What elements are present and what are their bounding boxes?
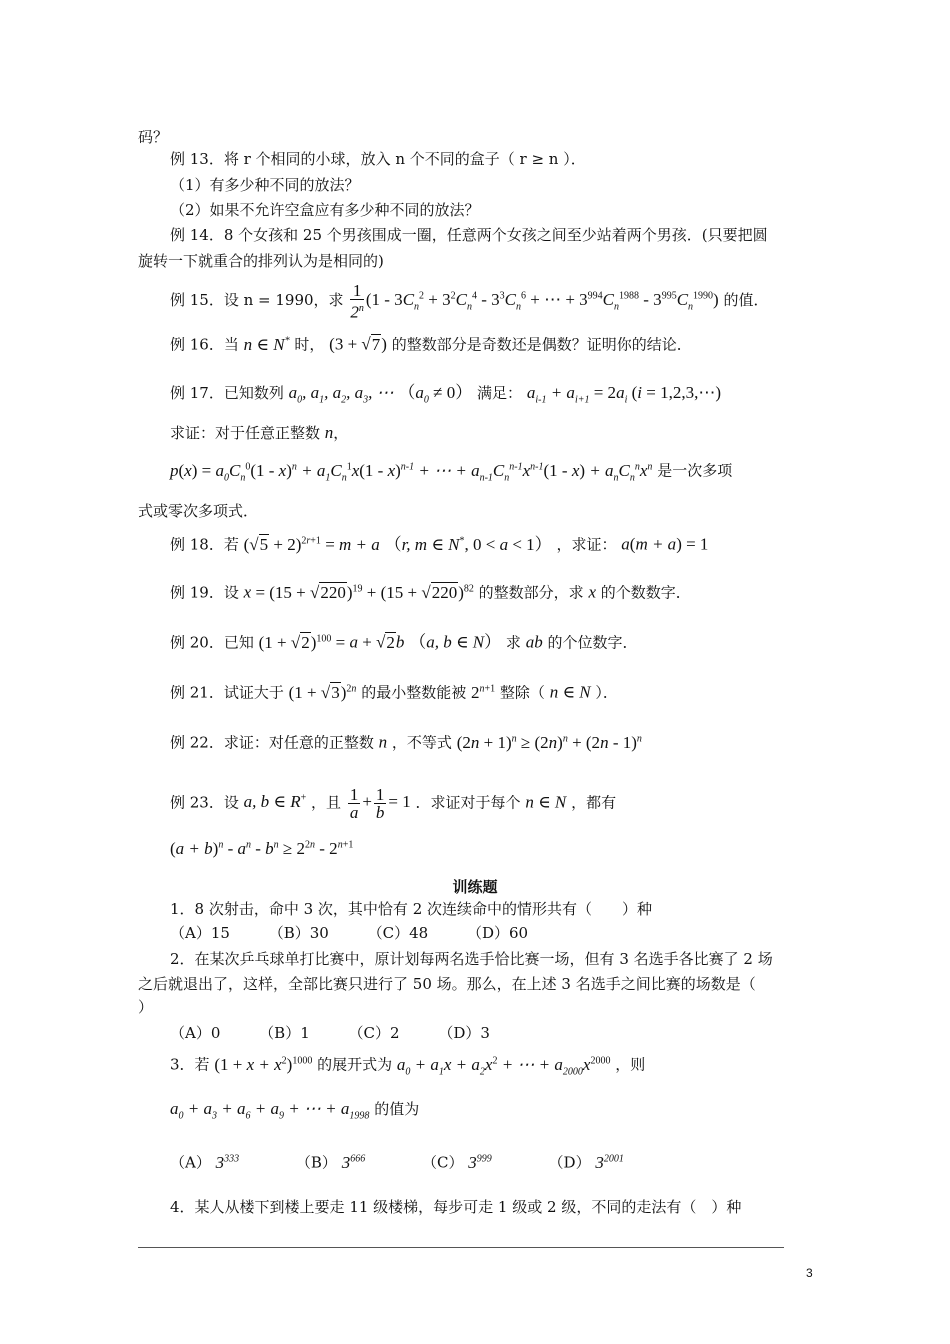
example-22-text-b: ，不等式 (391, 733, 452, 752)
example-19-text: 例 19．设 (170, 583, 239, 602)
example-19-formula: $x = (15 + √220)^{19} + (15 + √220)^{82}$ (243, 582, 474, 602)
example-18-formula: $(√5 + 2)^{2r+1} = m + a$ (243, 534, 380, 554)
example-13: 例 13．将 r 个相同的小球，放入 n 个不同的盒子（ r ≥ n ）． (170, 150, 586, 168)
option-a: （A）0 (170, 1024, 221, 1042)
example-17-n: n (324, 423, 334, 442)
example-17-sequence: $a_0$, $a_1$, $a_2$, $a_3$, ⋯ (288, 383, 394, 406)
example-13-part-2: （2）如果不允许空盒应有多少种不同的放法？ (170, 201, 480, 219)
example-20-formula: $(1 + √2)^{100} = a + √2b$ (258, 632, 405, 652)
example-18 (170, 530, 708, 556)
example-20-text: 例 20．已知 (170, 633, 254, 652)
exercise-3-options (170, 1148, 658, 1174)
example-23 (170, 786, 616, 821)
example-22 (170, 728, 642, 754)
option-c: （C）2 (348, 1024, 400, 1042)
example-23-inequality (170, 834, 353, 860)
option-c: （C）48 (367, 924, 429, 942)
example-18-claim: a(m + a) = 1 (621, 534, 709, 554)
exercise-1: 1．8 次射击，命中 3 次，其中恰有 2 次连续命中的情形共有（ ）种 (170, 900, 653, 918)
exercise-1-options (170, 922, 562, 944)
example-17-text-b: 满足： (477, 384, 523, 402)
example-15-formula: $\frac{1}{2^n}$ ($1 - 3C_n^2 + 3^2C_n^4 - 3^3C_n^6$ + ⋯ + $3^{994}C_n^{1988} - 3^{995}C_n^{1990}$) (350, 281, 719, 322)
example-21-text-b: 的最小整数能被 (361, 683, 467, 702)
exercise-3 (170, 1050, 645, 1083)
example-16-formula-b: (3 + √7) (329, 334, 387, 354)
example-20 (170, 628, 638, 654)
example-22-inequality: $(2n + 1)^n \ge (2n)^n + (2n - 1)^n$ (456, 732, 642, 752)
exercise-2-line-3: ） (138, 998, 154, 1016)
exercise-2-line-2: 之后就退出了，这样，全部比赛只进行了 50 场。那么，在上述 3 名选手之间比赛的场数是（ (138, 975, 756, 993)
example-17-end: 式或零次多项式． (138, 502, 259, 520)
example-17-polynomial-formula: $p(x) = a_0C_n^0(1 - x)^n + a_1C_n^1x(1 - x)^{n-1}$ + ⋯ + $a_{n-1}C_n^{n-1}x^{n-1}(1 - x) + a_nC_n^nx^n$ (170, 460, 653, 484)
exercise-3-formula: $(1 + x + x^2)^{1000}$ (214, 1054, 313, 1074)
example-19-text-c: 的个数数字． (600, 583, 691, 602)
example-21-text-d: ）． (595, 683, 618, 702)
option-d: （D）3 (438, 1024, 490, 1042)
exercise-3-text-c: ，则 (615, 1055, 646, 1074)
option-d: （D） $3^{2001}$ (548, 1152, 624, 1172)
example-18-text-b: ，求证： (556, 535, 617, 554)
option-d: （D）60 (466, 924, 529, 942)
option-b: （B） $3^{666}$ (295, 1152, 366, 1172)
example-18-condition: （r, m ∈ N*, 0 < a < 1） (384, 534, 552, 554)
example-16 (170, 330, 692, 356)
example-13-part-1: （1）有多少种不同的放法？ (170, 176, 360, 194)
example-17-prove: 求证：对于任意正整数 n， (170, 423, 349, 442)
example-21-text: 例 21．试证大于 (170, 683, 284, 702)
example-19 (170, 578, 691, 604)
option-a: （A） $3^{333}$ (170, 1152, 240, 1172)
example-23-text-c: ．求证对于每个 (415, 793, 521, 812)
example-23-inequality-formula: $(a + b)^n - a^n - b^n \ge 2^{2n} - 2^{n+1}$ (170, 838, 354, 858)
example-23-text-d: ，都有 (571, 793, 617, 812)
example-20-text-c: 的个位数字． (547, 633, 638, 652)
example-16-text-b: 时， (294, 335, 325, 354)
exercise-3-text-b: 的展开式为 (317, 1055, 393, 1074)
example-17-prove-text: 求证：对于任意正整数 (170, 424, 321, 442)
example-14-line-1: 例 14．8 个女孩和 25 个男孩围成一圈，任意两个女孩之间至少站着两个男孩．(只要把圆 (170, 226, 768, 244)
example-19-x: x (588, 582, 596, 602)
example-17-polynomial (170, 456, 732, 489)
example-16-formula-a: n ∈ N* (243, 334, 290, 354)
exercise-3-expansion: $a_0 + a_1x + a_2x^2$ + ⋯ + $a_{2000}x^{2000}$ (396, 1054, 611, 1078)
text-line: 码？ (138, 128, 169, 146)
example-23-n: n ∈ N (525, 792, 567, 812)
footer-divider (138, 1247, 784, 1248)
example-20-ab: ab (525, 632, 543, 652)
example-15-text: 例 15．设 n = 1990，求 (170, 291, 344, 310)
example-21-formula: $(1 + √3)^{2n}$ (288, 682, 357, 702)
example-16-text-c: 的整数部分是奇数还是偶数？证明你的结论． (391, 335, 692, 354)
example-23-text: 例 23．设 (170, 793, 239, 812)
exercise-4: 4．某人从楼下到楼上要走 11 级楼梯，每步可走 1 级或 2 级，不同的走法有（ ）种 (170, 1198, 742, 1216)
example-16-text: 例 16．当 (170, 335, 239, 354)
example-22-n: n (378, 732, 388, 752)
option-c: （C） $3^{999}$ (422, 1152, 492, 1172)
exercise-2-options (170, 1022, 524, 1044)
example-22-text: 例 22．求证：对任意的正整数 (170, 733, 374, 752)
example-18-text: 例 18．若 (170, 535, 239, 554)
example-21 (170, 678, 618, 704)
example-20-text-b: 求 (505, 633, 521, 652)
example-17-text-d: 是一次多项 (657, 461, 733, 480)
example-21-condition: n ∈ N (549, 682, 591, 702)
exercise-2-line-1: 2．在某次乒乓球单打比赛中，原计划每两名选手恰比赛一场，但有 3 名选手各比赛了 2 场 (170, 950, 773, 968)
option-b: （B）30 (268, 924, 329, 942)
example-23-text-b: ，且 (311, 793, 342, 812)
example-20-condition: （a, b ∈ N） (409, 632, 502, 652)
example-17-recurrence: $a_{i-1} + a_{i+1} = 2a_i$ (i = 1,2,3,⋯) (526, 383, 721, 406)
option-a: （A）15 (170, 924, 230, 942)
example-17-condition: $(a_0 \ne 0)$ (398, 383, 473, 406)
example-15-end: 的值． (723, 291, 769, 310)
example-15 (170, 282, 769, 321)
exercise-3-text: 3．若 (170, 1055, 210, 1074)
exercise-3-sum-formula: $a_0 + a_3 + a_6 + a_9$ + ⋯ + $a_{1998}$ (170, 1099, 370, 1122)
example-17-text: 例 17．已知数列 (170, 384, 284, 402)
exercise-3-sum (170, 1098, 419, 1127)
page-number: 3 (806, 1266, 813, 1280)
example-17 (170, 382, 721, 411)
option-b: （B）1 (259, 1024, 310, 1042)
example-23-domain: a, b ∈ R+ (243, 792, 307, 812)
example-19-text-b: 的整数部分，求 (478, 583, 584, 602)
section-title: 训练题 (452, 878, 498, 896)
example-23-condition: $\frac{1}{a}$ + $\frac{1}{b}$ = 1 (349, 785, 411, 822)
example-21-text-c: 整除（ (499, 683, 545, 702)
example-21-divisor: $2^{n+1}$ (470, 682, 496, 702)
exercise-3-text-d: 的值为 (374, 1100, 420, 1118)
example-14-line-2: 旋转一下就重合的排列认为是相同的) (138, 252, 384, 270)
